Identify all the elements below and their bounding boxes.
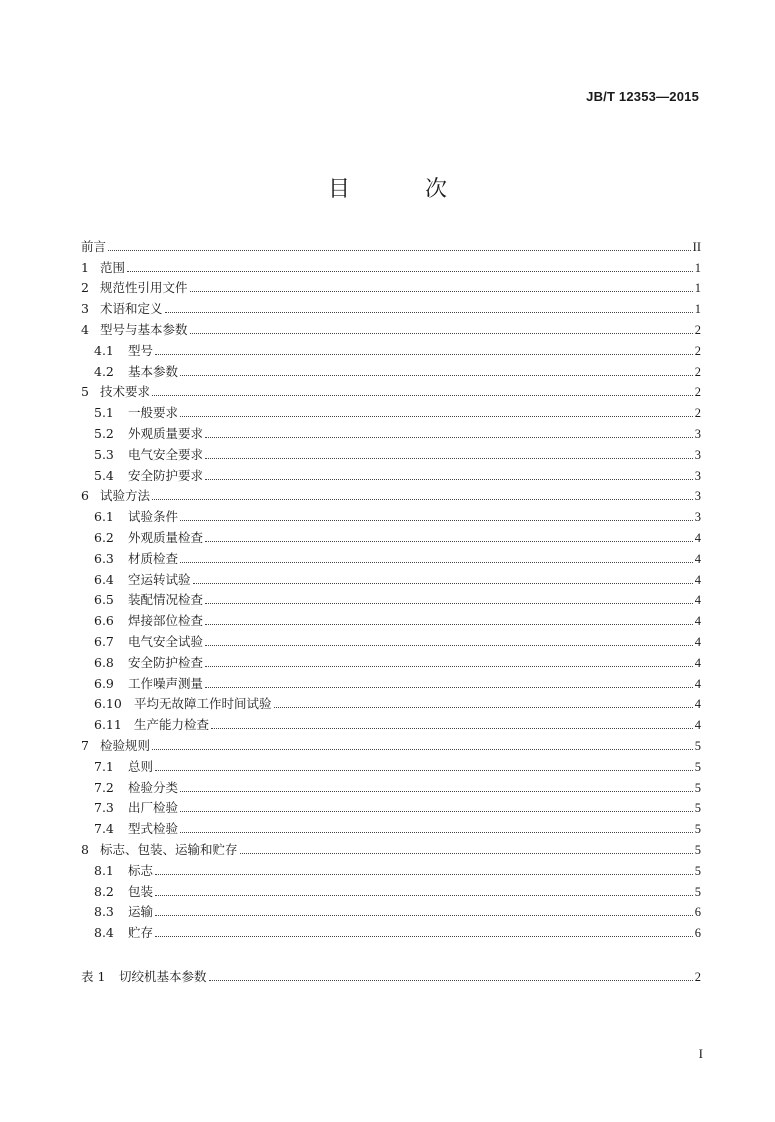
dot-leader [190, 290, 693, 292]
dot-leader [127, 270, 693, 272]
toc-entry-number: 8.4 [94, 925, 114, 941]
toc-entry[interactable] [81, 484, 701, 505]
toc-entry[interactable] [81, 588, 701, 609]
toc-entry-number: 6.3 [94, 550, 114, 566]
toc-entry-number: 6.2 [94, 529, 114, 545]
toc-entry-page: 2 [694, 406, 701, 421]
toc-entry-page: 4 [694, 634, 701, 649]
toc-entry-page: 1 [694, 302, 701, 317]
toc-entry-page: 5 [694, 822, 701, 837]
toc-entry[interactable] [81, 276, 701, 297]
toc-entry-page: 5 [694, 801, 701, 816]
toc-entry-number: 5.4 [94, 467, 114, 483]
dot-leader [155, 769, 693, 771]
dot-leader [180, 561, 693, 563]
toc-entry-title: 试验方法 [100, 488, 151, 504]
toc-entry[interactable] [81, 920, 701, 941]
toc-entry-title: 术语和定义 [100, 301, 163, 317]
toc-entry[interactable] [81, 629, 701, 650]
toc-entry-page: 4 [694, 655, 701, 670]
toc-entry-page: 5 [694, 884, 701, 899]
dot-leader [205, 602, 693, 604]
dot-leader [155, 353, 693, 355]
dot-leader [152, 748, 693, 750]
toc-entry-number: 4 [81, 321, 89, 337]
toc-entry-number: 6.7 [94, 633, 114, 649]
toc-entry-title: 出厂检验 [128, 800, 179, 816]
toc-entry-number: 8 [81, 841, 89, 857]
toc-entry[interactable] [81, 234, 701, 255]
toc-entry[interactable] [81, 400, 701, 421]
toc-entry-page: 5 [694, 863, 701, 878]
toc-entry[interactable] [81, 504, 701, 525]
toc-entry-number: 6.9 [94, 675, 114, 691]
dot-leader [205, 665, 693, 667]
toc-entry-page: 4 [694, 718, 701, 733]
toc-entry-page: 6 [694, 905, 701, 920]
toc-entry-page: 2 [694, 322, 701, 337]
dot-leader [205, 686, 693, 688]
toc-entry-title: 外观质量检查 [128, 529, 204, 545]
toc-entry-number: 7.1 [94, 758, 114, 774]
toc-entry-title: 焊接部位检查 [128, 613, 204, 629]
toc-entry-number: 6.1 [94, 509, 114, 525]
toc-entry-title: 切绞机基本参数 [119, 969, 207, 984]
toc-entry-title: 生产能力检查 [134, 717, 210, 733]
dot-leader [180, 831, 693, 833]
toc-entry[interactable] [81, 879, 701, 900]
toc-entry[interactable] [81, 317, 701, 338]
toc-entry-page: 5 [694, 780, 701, 795]
toc-entry[interactable] [81, 712, 701, 733]
toc-entry[interactable] [81, 754, 701, 775]
dot-leader [193, 582, 693, 584]
toc-entry-page: 6 [694, 926, 701, 941]
list-of-tables [81, 965, 701, 985]
toc-entry-page: 4 [694, 551, 701, 566]
toc-entry-number: 6 [81, 488, 89, 504]
toc-entry-title: 总则 [128, 758, 154, 774]
dot-leader [108, 249, 691, 251]
toc-entry[interactable] [81, 546, 701, 567]
toc-entry-page: 4 [694, 676, 701, 691]
toc-entry-number: 5 [81, 384, 89, 400]
toc-entry-number: 4.2 [94, 363, 114, 379]
toc-entry[interactable] [81, 858, 701, 879]
toc-entry-title: 一般要求 [128, 405, 179, 421]
dot-leader [205, 436, 693, 438]
toc-entry-page: 3 [694, 447, 701, 462]
dot-leader [240, 852, 693, 854]
toc-entry-page: 4 [694, 697, 701, 712]
toc-entry[interactable] [81, 965, 701, 985]
toc-entry-page: 5 [694, 842, 701, 857]
toc-entry[interactable] [81, 567, 701, 588]
toc-entry-number: 8.3 [94, 904, 114, 920]
toc-entry-page: 3 [694, 510, 701, 525]
dot-leader [155, 873, 693, 875]
dot-leader [205, 623, 693, 625]
toc-entry-title: 检验分类 [128, 779, 179, 795]
toc-entry-title: 型式检验 [128, 821, 179, 837]
toc-entry[interactable] [81, 671, 701, 692]
dot-leader [180, 374, 693, 376]
toc-entry-title: 工作噪声测量 [128, 675, 204, 691]
toc-entry[interactable] [81, 775, 701, 796]
dot-leader [180, 519, 693, 521]
toc-entry-title: 空运转试验 [128, 571, 191, 587]
toc-entry[interactable] [81, 463, 701, 484]
page-number: I [698, 1046, 703, 1061]
toc-entry-title: 电气安全要求 [128, 446, 204, 462]
toc-entry-title: 基本参数 [128, 363, 179, 379]
toc-entry[interactable] [81, 692, 701, 713]
dot-leader [205, 540, 693, 542]
toc-entry[interactable] [81, 837, 701, 858]
standard-code: JB/T 12353—2015 [586, 89, 699, 104]
toc-entry-page: II [692, 239, 701, 254]
dot-leader [180, 790, 693, 792]
dot-leader [205, 478, 693, 480]
toc-entry[interactable] [81, 255, 701, 276]
toc-entry[interactable] [81, 650, 701, 671]
toc-entry-number: 5.2 [94, 425, 114, 441]
toc-entry-number: 6.8 [94, 654, 114, 670]
toc-entry-number: 8.2 [94, 883, 114, 899]
toc-entry-number: 6.4 [94, 571, 114, 587]
toc-entry-title: 标志、包装、运输和贮存 [100, 841, 238, 857]
toc-entry[interactable] [81, 816, 701, 837]
toc-entry-title: 材质检查 [128, 550, 179, 566]
toc-entry-number: 6.6 [94, 613, 114, 629]
toc-entry-number: 8.1 [94, 862, 114, 878]
toc-entry-number: 6.11 [94, 717, 122, 733]
dot-leader [180, 415, 693, 417]
toc-entry-page: 3 [694, 426, 701, 441]
toc-entry[interactable] [81, 421, 701, 442]
toc-entry[interactable] [81, 338, 701, 359]
toc-entry-page: 5 [694, 738, 701, 753]
toc-entry-title: 标志 [128, 862, 154, 878]
toc-entry-number: 7 [81, 737, 89, 753]
toc-entry-number: 4.1 [94, 342, 114, 358]
toc-entry-number: 6.5 [94, 592, 114, 608]
toc-entry[interactable] [81, 442, 701, 463]
dot-leader [152, 394, 693, 396]
toc-entry-number: 7.4 [94, 821, 114, 837]
dot-leader [155, 894, 693, 896]
toc-entry-page: 3 [694, 468, 701, 483]
toc-entry-title: 型号与基本参数 [100, 321, 188, 337]
toc-entry[interactable] [81, 359, 701, 380]
dot-leader [155, 935, 693, 937]
toc-entry-number: 6.10 [94, 696, 122, 712]
dot-leader [190, 332, 693, 334]
toc-entry[interactable] [81, 796, 701, 817]
toc-entry-number: 表 1 [81, 969, 106, 984]
toc-entry-title: 贮存 [128, 925, 154, 941]
toc-entry-number: 7.3 [94, 800, 114, 816]
toc-entry-title: 安全防护检查 [128, 654, 204, 670]
toc-entry-title: 装配情况检查 [128, 592, 204, 608]
toc-entry-title: 检验规则 [100, 737, 151, 753]
toc-entry-title: 安全防护要求 [128, 467, 204, 483]
toc-entry-number: 7.2 [94, 779, 114, 795]
toc-entry-number: 1 [81, 259, 89, 275]
dot-leader [205, 644, 693, 646]
toc-entry-page: 4 [694, 572, 701, 587]
toc-entry-number: 5.3 [94, 446, 114, 462]
toc-entry-page: 4 [694, 530, 701, 545]
toc-entry[interactable] [81, 525, 701, 546]
toc-entry-page: 3 [694, 489, 701, 504]
toc-entry-number: 5.1 [94, 405, 114, 421]
toc-entry-title: 外观质量要求 [128, 425, 204, 441]
toc-entry-page: 4 [694, 614, 701, 629]
toc-entry-title: 范围 [100, 259, 126, 275]
toc-entry-title: 平均无故障工作时间试验 [134, 696, 272, 712]
dot-leader [155, 914, 693, 916]
toc-entry[interactable] [81, 733, 701, 754]
toc-entry[interactable] [81, 608, 701, 629]
toc-entry-title: 型号 [128, 342, 154, 358]
toc-entry-page: 1 [694, 260, 701, 275]
toc-entry-page: 2 [694, 385, 701, 400]
toc-entry[interactable] [81, 380, 701, 401]
toc-entry-page: 2 [694, 343, 701, 358]
toc-entry[interactable] [81, 296, 701, 317]
toc-entry-title: 规范性引用文件 [100, 280, 188, 296]
dot-leader [152, 498, 693, 500]
toc-entry-number: 2 [81, 280, 89, 296]
toc-entry-page: 4 [694, 593, 701, 608]
toc-entry-title: 电气安全试验 [128, 633, 204, 649]
toc-entry-page: 2 [694, 364, 701, 379]
toc-entry-title: 前言 [81, 238, 107, 254]
toc-entry-title: 试验条件 [128, 509, 179, 525]
toc-entry-number: 3 [81, 301, 89, 317]
toc-entry-title: 包装 [128, 883, 154, 899]
toc-entry-title: 技术要求 [100, 384, 151, 400]
dot-leader [165, 311, 693, 313]
dot-leader [180, 810, 693, 812]
toc-entry-page: 2 [694, 970, 701, 984]
toc-entry-page: 5 [694, 759, 701, 774]
dot-leader [205, 457, 693, 459]
toc-entry-page: 1 [694, 281, 701, 296]
dot-leader [209, 979, 693, 981]
page-title: 目 次 [328, 177, 481, 202]
toc-entry[interactable] [81, 900, 701, 921]
dot-leader [211, 727, 693, 729]
table-of-contents [81, 234, 701, 941]
toc-entry-title: 运输 [128, 904, 154, 920]
dot-leader [274, 706, 693, 708]
